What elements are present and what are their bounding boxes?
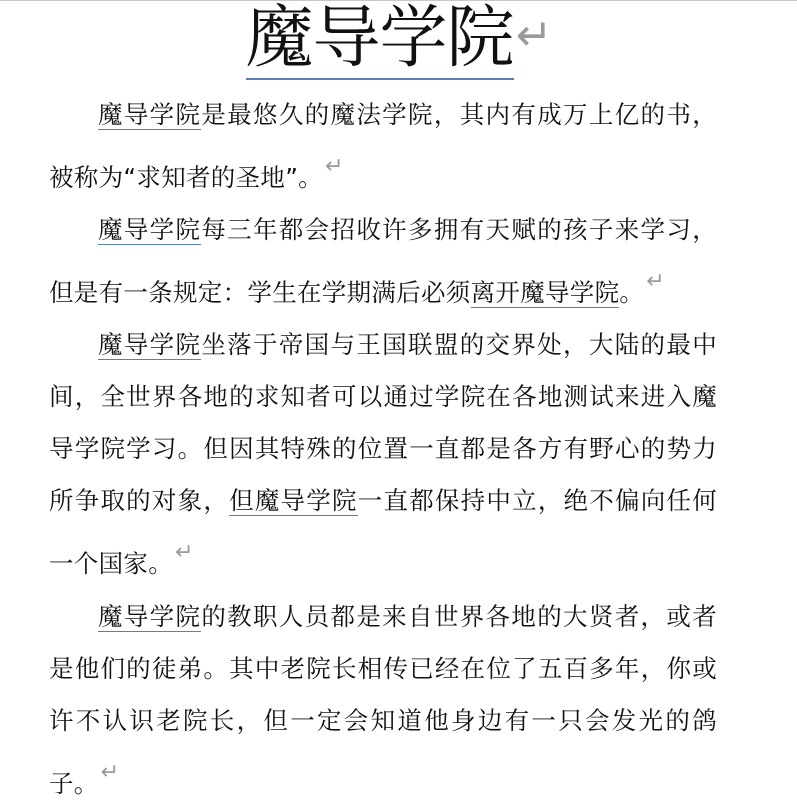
paragraph-mark-icon: ↵ xyxy=(646,269,665,295)
page-title[interactable] xyxy=(246,0,552,77)
paragraph-3[interactable] xyxy=(49,319,717,590)
underlined-term: 魔导学院 xyxy=(98,100,202,129)
paragraph-text: 的教职人员都是来自世界各地的大贤者，或者是他们的徒弟。其中老院长相传已经在位了五百多年，你或许不认识老院长，但一定会知道他身边有一只会发光的鸽子。 xyxy=(49,601,717,798)
paragraph-mark-icon: ↵ xyxy=(100,759,120,785)
paragraph-4[interactable] xyxy=(49,591,717,810)
paragraph-2[interactable] xyxy=(49,204,717,319)
paragraph-text: 一直都保持中立，绝不偏向任何一个国家。 xyxy=(49,486,717,579)
title-text: 魔导学院 xyxy=(245,0,514,78)
paragraph-1[interactable] xyxy=(49,89,717,204)
paragraph-text: 每三年都会招收许多拥有天赋的孩子来学习，但是有一条规定：学生在学期满后必须 xyxy=(49,215,717,308)
underlined-term: 魔导学院 xyxy=(98,601,202,631)
paragraph-mark-icon: ↵ xyxy=(175,540,194,566)
paragraph-text: 。 xyxy=(619,278,645,308)
paragraph-mark-icon: ↵ xyxy=(515,10,552,61)
title-block xyxy=(0,0,797,77)
paragraph-mark-icon: ↵ xyxy=(324,154,344,179)
document-body[interactable] xyxy=(49,89,717,810)
underlined-term: 离开魔导学院 xyxy=(470,278,620,308)
paragraph-text: 坐落于帝国与王国联盟的交界处，大陆的最中间，全世界各地的求知者可以通过学院在各地测试来进入魔导学院学习。但因其特殊的位置一直都是各方有野心的势力所争取的对象， xyxy=(49,330,717,516)
paragraph-text: 是最悠久的魔法学院，其内有成万上亿的书，被称为“求知者的圣地”。 xyxy=(49,100,717,193)
underlined-term: 魔导学院 xyxy=(98,215,202,245)
underlined-term: 但魔导学院 xyxy=(229,486,358,516)
underlined-term: 魔导学院 xyxy=(98,330,202,360)
